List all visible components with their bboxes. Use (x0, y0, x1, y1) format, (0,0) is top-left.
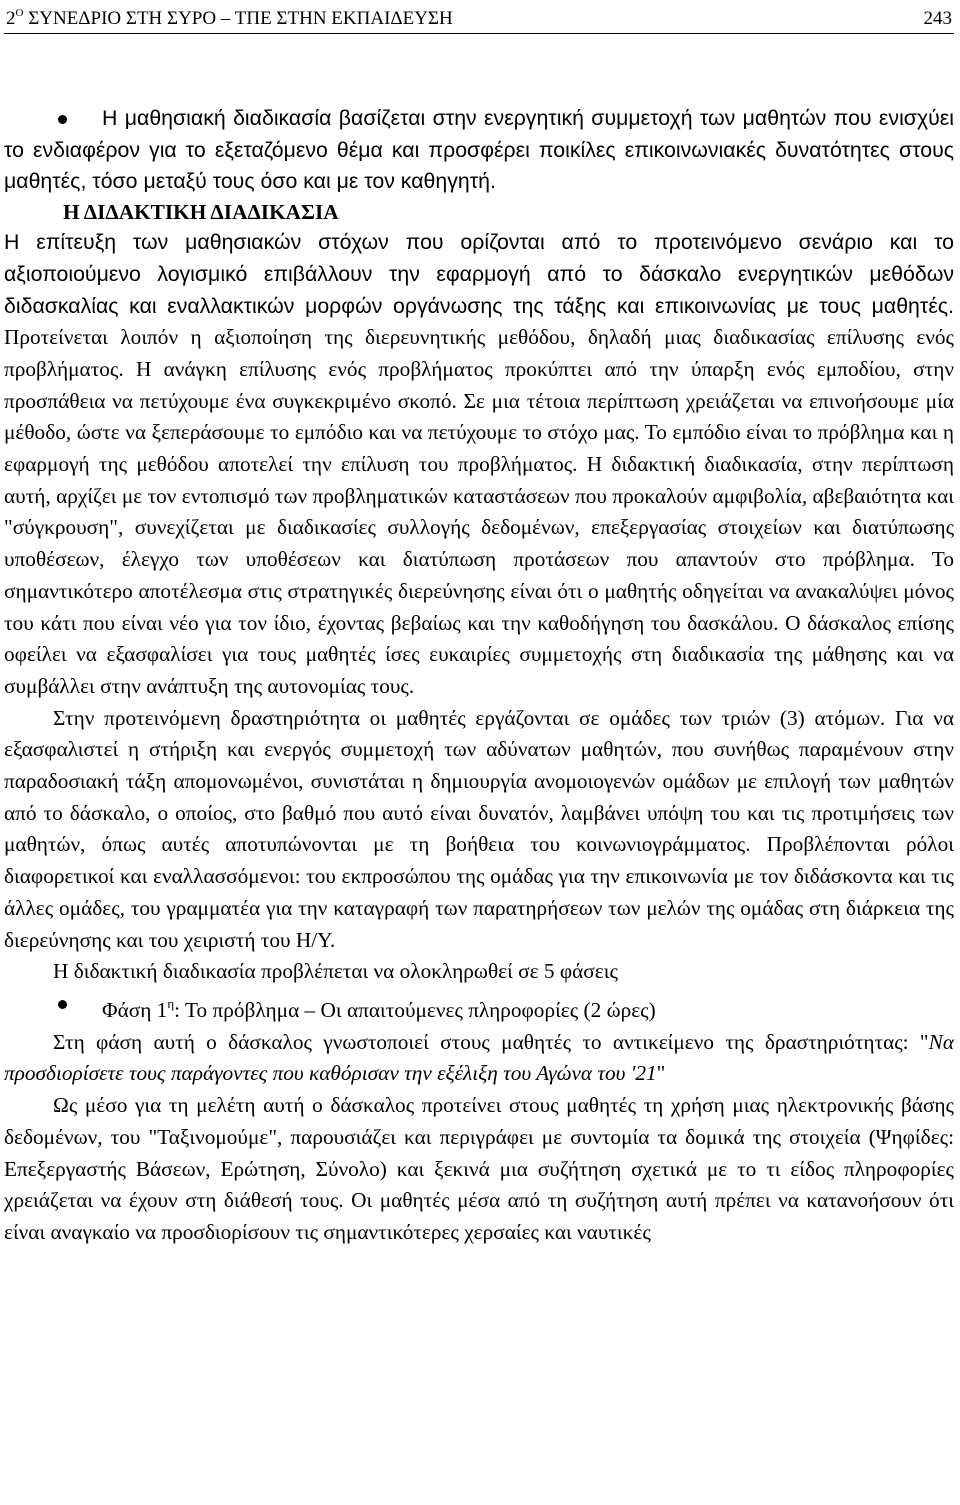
paragraph-database: Ως μέσο για τη μελέτη αυτή ο δάσκαλος προτείνει στους μαθητές τη χρήση μιας ηλεκτρονικής βάσης δεδομένων, του "Ταξινομούμε", παρουσιάζει και περιγράφει με συντομία τα δομικά της στοιχεία (Ψηφίδες: Επεξεργαστής Βάσεων, Ερώτηση, Σύνολο) και ξεκινά μια συζήτηση σχετικά με το τι είδος πληροφορίες χρειάζεται να έχουν στη διάθεσή τους. Οι μαθητές μέσα από τη συζήτηση αυτή πρέπει να κατανοήσουν ότι είναι αναγκαίο να προσδιορίσουν τις σημαντικότερες χερσαίες και ναυτικές (4, 1093, 954, 1244)
activity-quote: Να προσδιορίσετε τους παράγοντες που καθόρισαν την εξέλιξη του Αγώνα του '21 (4, 1029, 954, 1086)
section-heading: Η ΔΙΔΑΚΤΙΚΗ ΔΙΑΔΙΚΑΣΙΑ (63, 200, 339, 225)
paragraph-activity (4, 1027, 954, 1090)
phase-1-label: Φάση 1 (102, 997, 168, 1022)
paragraph-phases-intro: Η διδακτική διαδικασία προβλέπεται να ολοκληρωθεί σε 5 φάσεις (53, 959, 618, 984)
paragraph-method (4, 227, 954, 703)
page-number: 243 (923, 8, 952, 29)
activity-lead: Στη φάση αυτή ο δάσκαλος γνωστοποιεί στους μαθητές το αντικείμενο της δραστηριότητας: " (53, 1029, 929, 1054)
bullet-icon (58, 115, 67, 124)
activity-quote-close: " (656, 1061, 666, 1086)
conference-number: 2 (6, 8, 16, 29)
ordinal-superscript: Ο (15, 7, 24, 19)
running-header (4, 0, 954, 34)
bullet-item-phase-1 (4, 988, 954, 1027)
bullet-item-learning-process (4, 103, 954, 198)
phase-1-title: : Το πρόβλημα – Οι απαιτούμενες πληροφορίες (2 ώρες) (174, 997, 656, 1022)
conference-title (6, 2, 453, 30)
paragraph-groups: Στην προτεινόμενη δραστηριότητα οι μαθητές εργάζονται σε ομάδες των τριών (3) ατόμων. Για να εξασφαλιστεί η στήριξη και ενεργός συμμετοχή των αδύνατων μαθητών, που συνήθως παραμένουν στην παραδοσιακή τάξη απομονωμένοι, συνιστάται η δημιουργία ανομοιογενών ομάδων με επιλογή των μαθητών από το δάσκαλο, ο οποίος, στο βαθμό που αυτό είναι δυνατόν, λαμβάνει υπόψη του και τις προτιμήσεις των μαθητών, όπως αυτές αποτυπώνονται με τη βοήθεια του κοινωνιογράμματος. Προβλέπονται ρόλοι διαφορετικοί και εναλλασσόμενοι: του εκπροσώπου της ομάδας για την επικοινωνία με τον διδάσκοντα και τις άλλες ομάδες, του γραμματέα για την καταγραφή των παρατηρήσεων των μελών της ομάδας στη διάρκεια της διερεύνησης και του χειριστή του Η/Υ. (4, 705, 954, 952)
paragraph-method-body: Προτείνεται λοιπόν η αξιοποίηση της διερευνητικής μεθόδου, δηλαδή μιας διαδικασίας επίλυσης ενός προβλήματος. Η ανάγκη επίλυσης ενός προβλήματος προκύπτει από την ύπαρξη ενός εμποδίου, στην προσπάθεια να πετύχουμε ένα συγκεκριμένο σκοπό. Σε μια τέτοια περίπτωση χρειάζεται να επινοήσουμε μία μέθοδο, ώστε να ξεπεράσουμε το εμπόδιο και να πετύχουμε το στόχο μας. Το εμπόδιο είναι το πρόβλημα και η εφαρμογή της μεθόδου αποτελεί την επίλυση του προβλήματος. Η διδακτική διαδικασία, στην περίπτωση αυτή, αρχίζει με τον εντοπισμό των προβληματικών καταστάσεων που προκαλούν αμφιβολία, αβεβαιότητα και "σύγκρουση", συνεχίζεται με διαδικασίες συλλογής δεδομένων, επεξεργασίας στοιχείων και διατύπωσης υποθέσεων, έλεγχο των υποθέσεων και διατύπωση προτάσεων που απαντούν στο πρόβλημα. Το σημαντικότερο αποτέλεσμα στις στρατηγικές διερεύνησης είναι ότι ο μαθητής οδηγείται να ανακαλύψει μόνος του κάτι που είναι νέο για τον ίδιο, έχοντας βεβαίως και την καθοδήγηση του δασκάλου. Ο δάσκαλος επίσης οφείλει να εξασφαλίσει για τους μαθητές ίσες ευκαιρίες συμμετοχής στη διαδικασία της μάθησης και να συμβάλλει στην ανάπτυξη της αυτονομίας τους. (4, 325, 954, 698)
bullet-text: Η μαθησιακή διαδικασία βασίζεται στην ενεργητική συμμετοχή των μαθητών που ενισχύει το ενδιαφέρον για το εξεταζόμενο θέμα και προσφέρει ποικίλες επικοινωνιακές δυνατότητες στους μαθητές, τόσο μεταξύ τους όσο και με τον καθηγητή. (4, 106, 954, 194)
conference-name: ΣΥΝΕΔΡΙΟ ΣΤΗ ΣΥΡΟ – ΤΠΕ ΣΤΗΝ ΕΚΠΑΙΔΕΥΣΗ (23, 8, 453, 29)
bullet-icon (58, 1000, 67, 1009)
phase-1-superscript: η (167, 995, 175, 1011)
paragraph-method-intro: Η επίτευξη των μαθησιακών στόχων που ορίζονται από το προτεινόμενο σενάριο και το αξιοποιούμενο λογισμικό επιβάλλουν την εφαρμογή από το δάσκαλο ενεργητικών μεθόδων διδασκαλίας και εναλλακτικών μορφών οργάνωσης της τάξης και επικοινωνίας με τους μαθητές. (4, 230, 954, 318)
body-text (4, 103, 954, 1249)
